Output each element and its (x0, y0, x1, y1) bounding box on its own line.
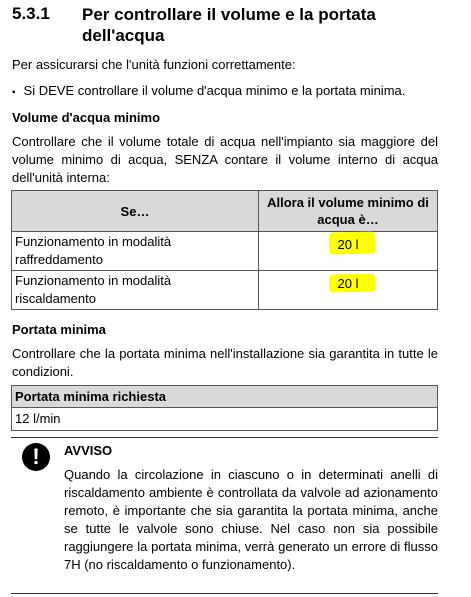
min-volume-table (11, 190, 438, 310)
table-row (12, 232, 438, 271)
warning-bottom-divider (11, 593, 438, 594)
min-flow-value: 12 l/min (12, 408, 438, 431)
bullet-text: Si DEVE controllare il volume d'acqua minimo e la portata minima. (23, 83, 406, 98)
bullet-marker: ▪ (12, 87, 16, 98)
value-text: 20 l (337, 276, 359, 291)
mode-cell: Funzionamento in modalità riscaldamento (12, 271, 259, 310)
value-cell (259, 232, 438, 271)
warning-title: AVVISO (64, 443, 113, 458)
section-title: Per controllare il volume e la portata dell'acqua (82, 5, 376, 45)
table-header-row (12, 191, 438, 232)
min-flow-header: Portata minima richiesta (12, 386, 438, 408)
min-flow-text: Controllare che la portata minima nell'installazione sia garantita in tutte le condizioni. (12, 346, 438, 379)
table-row (12, 271, 438, 310)
min-volume-text: Controllare che il volume totale di acqua nell'impianto sia maggiore del volume minimo di acqua, SENZA contare il volume interno di acqua dell'unità interna: (12, 134, 438, 185)
warning-text: Quando la circolazione in ciascuno o in determinati anelli di riscaldamento ambiente è controllata da valvole ad azionamento remoto, è importante che sia garantita la portata minima, anche se tutte le valvole sono chiuse. Nel caso non sia possibile raggiungere la portata minima, verrà generato un errore di flusso 7H (no riscaldamento o funzionamento). (64, 467, 438, 572)
min-volume-heading: Volume d'acqua minimo (12, 110, 161, 125)
bullet-item (12, 82, 405, 102)
min-flow-heading: Portata minima (12, 322, 106, 337)
value-cell (259, 271, 438, 310)
table-row (12, 408, 438, 431)
intro-text: Per assicurarsi che l'unità funzioni correttamente: (12, 57, 296, 72)
exclamation-icon: ! (22, 443, 50, 471)
warning-top-divider (11, 437, 438, 438)
min-flow-table (11, 385, 438, 431)
mode-cell: Funzionamento in modalità raffreddamento (12, 232, 259, 271)
value-text: 20 l (337, 237, 359, 252)
header-if: Se… (12, 191, 259, 232)
header-then: Allora il volume minimo di acqua è… (259, 191, 438, 232)
section-number: 5.3.1 (12, 4, 50, 23)
table-header-row (12, 386, 438, 408)
